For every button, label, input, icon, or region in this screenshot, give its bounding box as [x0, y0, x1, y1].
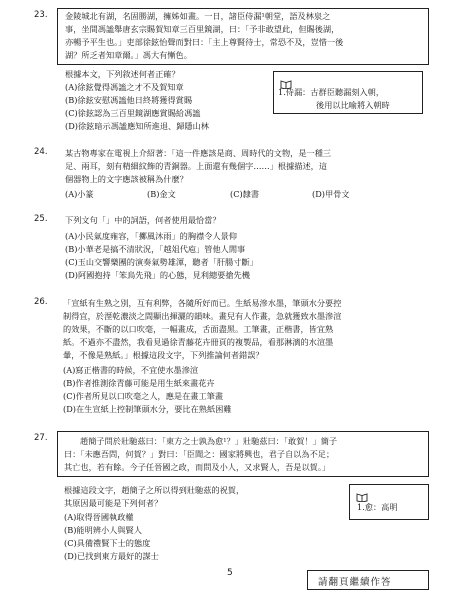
note-line: 1.愈：高明 [357, 502, 398, 512]
option-b[interactable]: (B)小華老是搞不清狀況，「越俎代庖」管他人閒事 [65, 244, 246, 254]
question-stem: 某古物專家在電視上介紹著：「這一件應該是商、周時代的文物，是一種三 [65, 148, 332, 158]
question-stem: 制得宜，於溼乾濃淡之間顯出揮灑的韻味。畫兒有人作畫，急就獲致水墨滲渲 [63, 311, 342, 321]
footer-text: 請翻頁繼續作答 [318, 577, 392, 588]
page-number: 5 [227, 568, 233, 578]
option-b[interactable]: (B)能明辨小人與賢人 [64, 525, 142, 535]
option-d[interactable]: (D)徐鉉暗示馮謐應知所進退、歸隱山林 [65, 121, 209, 131]
question-stem: 其原因最可能是下列何者？ [64, 498, 163, 508]
option-c[interactable]: (C)玉山交響樂團的演奏氣勢雄渾，聽者「肝腸寸斷」 [65, 257, 258, 267]
option-b[interactable]: (B)徐鉉安慰馮謐他日終將獲得賞賜 [65, 95, 193, 105]
note-line: 後用以比喻將入朝時 [316, 100, 390, 110]
passage-line: 其亡也，若有餘。今子任晉國之政，而問及小人，又求賢人，吾是以賀。」 [64, 462, 331, 472]
option-b[interactable]: (B)金文 [147, 189, 176, 199]
question-stem: 根據這段文字，趙簡子之所以得到壯馳茲的祝賀， [64, 485, 245, 495]
option-d[interactable]: (D)阿國抱持「笨鳥先飛」的心態，見利總要搶先機 [65, 270, 250, 280]
question-stem: 的效果，不斷的以口吹毫，一幅畫成，舌面盡黑。工筆畫，正楷書，皆宜熟 [63, 324, 334, 334]
option-c[interactable]: (C)作者所見以口吹毫之人，應是在畫工筆畫 [63, 391, 224, 401]
option-a[interactable]: (A)小篆 [65, 189, 94, 199]
option-a[interactable]: (A)徐鉉覺得馮謐之才不及賀知章 [65, 82, 184, 92]
passage-line: 湖？所乏者知章爾。」馮大有慚色。 [65, 50, 192, 60]
passage-line: 金陵城北有湖，名固勝湖，擁姊如畫。一日，諸臣侍漏¹朝堂，語及林泉之 [65, 11, 331, 21]
option-d[interactable]: (D)甲骨文 [312, 189, 350, 199]
question-stem: 根據本文，下列敘述何者正確？ [65, 69, 180, 79]
option-a[interactable]: (A)取得晉國執政權 [64, 512, 134, 522]
question-stem: 紙。不過亦不盡然，我看見過徐青藤花卉冊頁的複製品，看那淋漓的水渲墨 [63, 337, 334, 347]
question-number: 27. [34, 433, 48, 443]
question-stem: 足、兩耳，刻有精細紋飾的青銅器。上面還有幾個字……」根據描述，這 [65, 161, 328, 171]
passage-line: 趙簡子問於壯馳茲曰：「東方之士孰為愈¹？」壯馳茲曰：「敢賀！」簡子 [80, 436, 338, 446]
passage-line: 事，坐間馮謐舉唐玄宗賜賀知章三百里鏡湖，曰：「予非敢望此，但賜後湖， [65, 24, 340, 34]
question-number: 23. [34, 10, 48, 20]
option-a[interactable]: (A)小民氣度雍容，「擲風沐雨」的胸襟令人景仰 [65, 231, 237, 241]
option-c[interactable]: (C)具備禮賢下士的態度 [64, 538, 151, 548]
option-a[interactable]: (A)寫正楷書的時候，不宜使水墨滲渲 [63, 365, 199, 375]
question-stem: 暈，不像是熟紙。」根據這段文字，下列推論何者錯誤？ [63, 350, 264, 360]
option-d[interactable]: (D)已找到東方最好的謀士 [64, 551, 159, 561]
option-d[interactable]: (D)在生宣紙上控制筆頭水分，要比在熟紙困難 [63, 404, 232, 414]
note-line: 1.侍漏：古群臣聽漏刻入朝， [278, 87, 385, 97]
question-stem: 個器物上的文字應該被稱為什麼？ [65, 174, 188, 184]
question-stem: 「宣紙有生熟之別，互有利弊，各隨所好而已。生紙易滲水墨，筆頭水分要控 [63, 298, 342, 308]
question-number: 25. [34, 214, 48, 224]
question-number: 24. [34, 147, 48, 157]
option-c[interactable]: (C)徐鉉認為三百里鏡湖應賞賜給馮謐 [65, 108, 201, 118]
passage-line: 曰：「未應吾問，何賀？」對曰：「臣聞之：國家將興也，君子自以為不足； [64, 449, 335, 459]
option-b[interactable]: (B)作者推測徐青藤可能是用生紙來畫花卉 [63, 378, 215, 388]
question-stem: 下列文句「」中的詞語，何者使用最恰當？ [65, 215, 221, 225]
passage-line: 亦暢予平生也。」吏部徐鉉怡聲而對曰：「主上尊賢待士，常恐不及，豈惜一後 [65, 37, 344, 47]
option-c[interactable]: (C)隸書 [230, 189, 260, 199]
question-number: 26. [34, 297, 48, 307]
